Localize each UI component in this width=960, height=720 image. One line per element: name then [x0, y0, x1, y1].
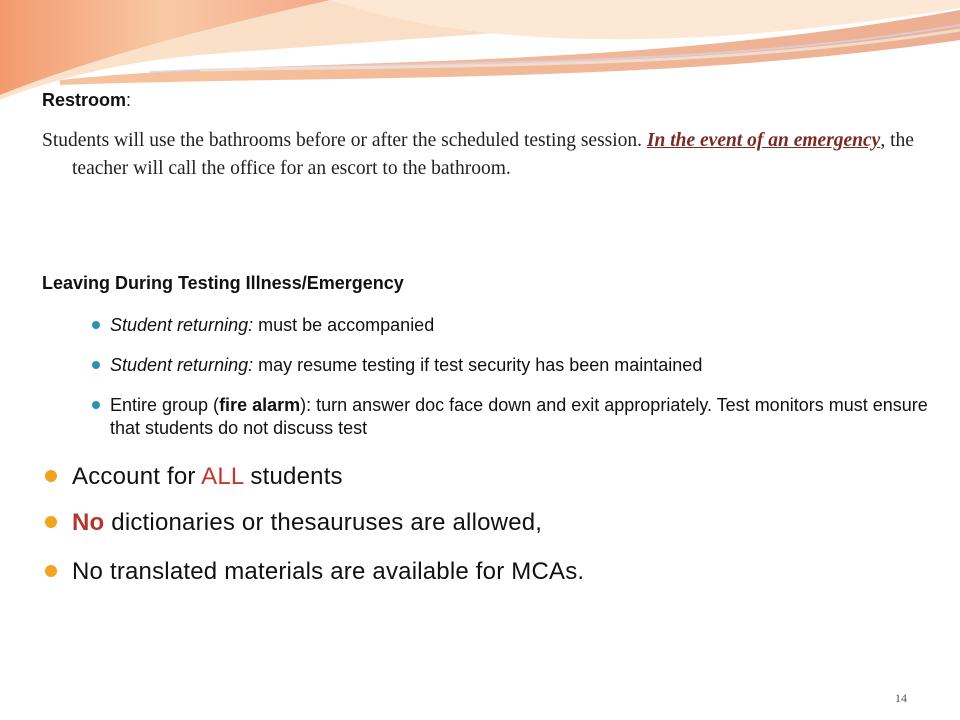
bullet-dot: [45, 516, 57, 528]
main-item-dictionaries: No dictionaries or thesauruses are allowed,: [72, 509, 543, 536]
bullet-dot: [45, 565, 57, 577]
list-item: Student returning: must be accompanied: [110, 315, 435, 335]
restroom-heading: Restroom:: [42, 90, 132, 110]
header-swoosh-decoration: [0, 0, 960, 110]
bullet-dot: [92, 361, 100, 369]
list-item: Student returning: may resume testing if test security has been maintained: [110, 355, 703, 375]
emergency-emphasis: In the event of an emergency: [646, 130, 881, 151]
bullet-dot: [92, 401, 100, 409]
restroom-body: Students will use the bathrooms before or after the scheduled testing session. In the event of an emergency, the teacher will call the office for an escort to the bathroom.: [42, 130, 914, 179]
page-number: 14: [895, 691, 907, 705]
list-item: Entire group (fire alarm): turn answer doc face down and exit appropriately. Test monitors must ensure that students do not discuss test: [110, 395, 928, 438]
bullet-dot: [45, 470, 57, 482]
main-item-account: Account for ALL students: [72, 463, 343, 490]
main-item-translated: No translated materials are available for MCAs.: [72, 558, 585, 585]
bullet-dot: [92, 321, 100, 329]
leaving-heading: Leaving During Testing Illness/Emergency: [42, 273, 404, 293]
